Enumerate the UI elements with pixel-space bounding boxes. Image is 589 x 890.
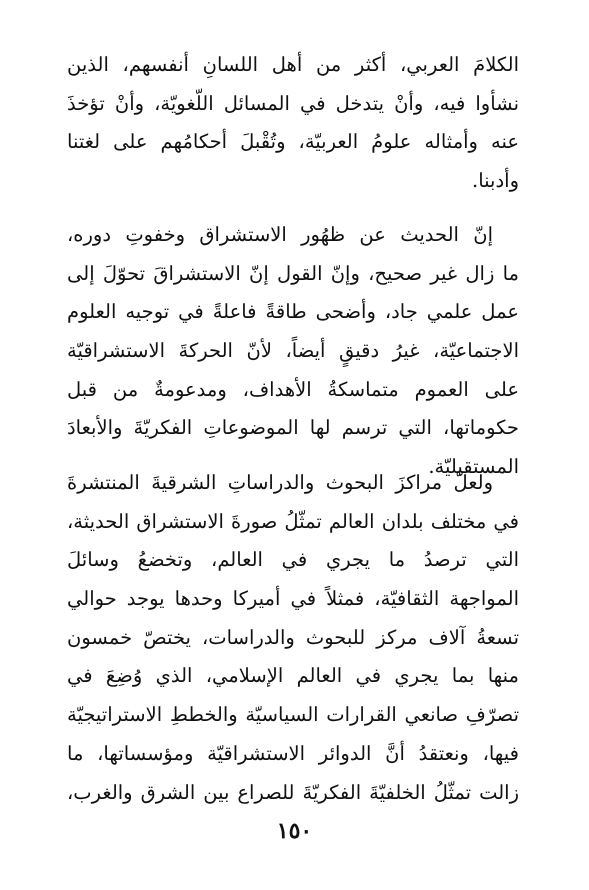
paragraph-line: الكلامَ العربي، أكثر من أهل اللسانِ أنفسهم، الذين [67,53,519,76]
paragraph-line: المستقبليّة. [428,455,519,479]
paragraph-2 [67,216,519,487]
paragraph-line: وأدبنا. [472,169,519,193]
paragraph-line: في مختلف بلدان العالم تمثّلُ صورةَ الاستشراق الحديثة، [67,509,519,533]
paragraph-line: إنّ الحديث عن ظهُور الاستشراق وخفوتِ دوره، [67,223,493,246]
paragraph-line: نشأوا فيه، وأنْ يتدخل في المسائل اللّغويّة، وأنْ تؤخذَ [67,91,519,115]
paragraph-3 [67,464,519,812]
paragraph-line: عمل علمي جاد، وأضحى طاقةً فاعلةً في توجيه العلوم [67,300,519,324]
page-number: ١٥٠ [276,818,313,844]
paragraph-line: على العموم متماسكةُ الأهداف، ومدعومةٌ من قبل [67,377,519,401]
paragraph-line: تصرّفِ صانعي القرارات السياسيّة والخططِ الاستراتيجيّة [67,703,519,727]
paragraph-line: زالت تمثّلُ الخلفيّةَ الفكريّةَ للصراع بين الشرق والغرب، [67,780,519,804]
paragraph-line: الاجتماعيّة، غيرُ دقيقٍ أيضاً، لأنّ الحركةَ الاستشراقيّة [67,339,519,363]
paragraph-line: عنه وأمثاله علومُ العربيّة، وتُقْبلَ أحكامُهم على لغتنا [67,130,519,154]
paragraph-line: المواجهة الثقافيّة، فمثلاً في أميركا وحدها يوجد حوالي [67,587,519,611]
paragraph-line: فيها، ونعتقدُ أنَّ الدوائر الاستشراقيّة ومؤسساتها، ما [67,741,519,765]
paragraph-line: ولعلّ مراكزَ البحوث والدراساتِ الشرقيةَ المنتشرةَ [67,471,493,494]
paragraph-line: التي ترصدُ ما يجري في العالم، وتخضعُ وسائلَ [67,548,519,572]
paragraph-line: تسعةُ آلاف مركز للبحوث والدراسات، يختصّ خمسون [67,625,519,649]
paragraph-1 [67,46,519,201]
paragraph-line: منها بما يجري في العالم الإسلامي، الذي وُضِعَ في [67,664,519,688]
paragraph-line: حكوماتها، التي ترسم لها الموضوعاتِ الفكريّةَ والأبعادَ [67,416,519,440]
paragraph-line: ما زال غير صحيح، وإنّ القول إنّ الاستشراقَ تحوّلَ إلى [67,261,519,285]
